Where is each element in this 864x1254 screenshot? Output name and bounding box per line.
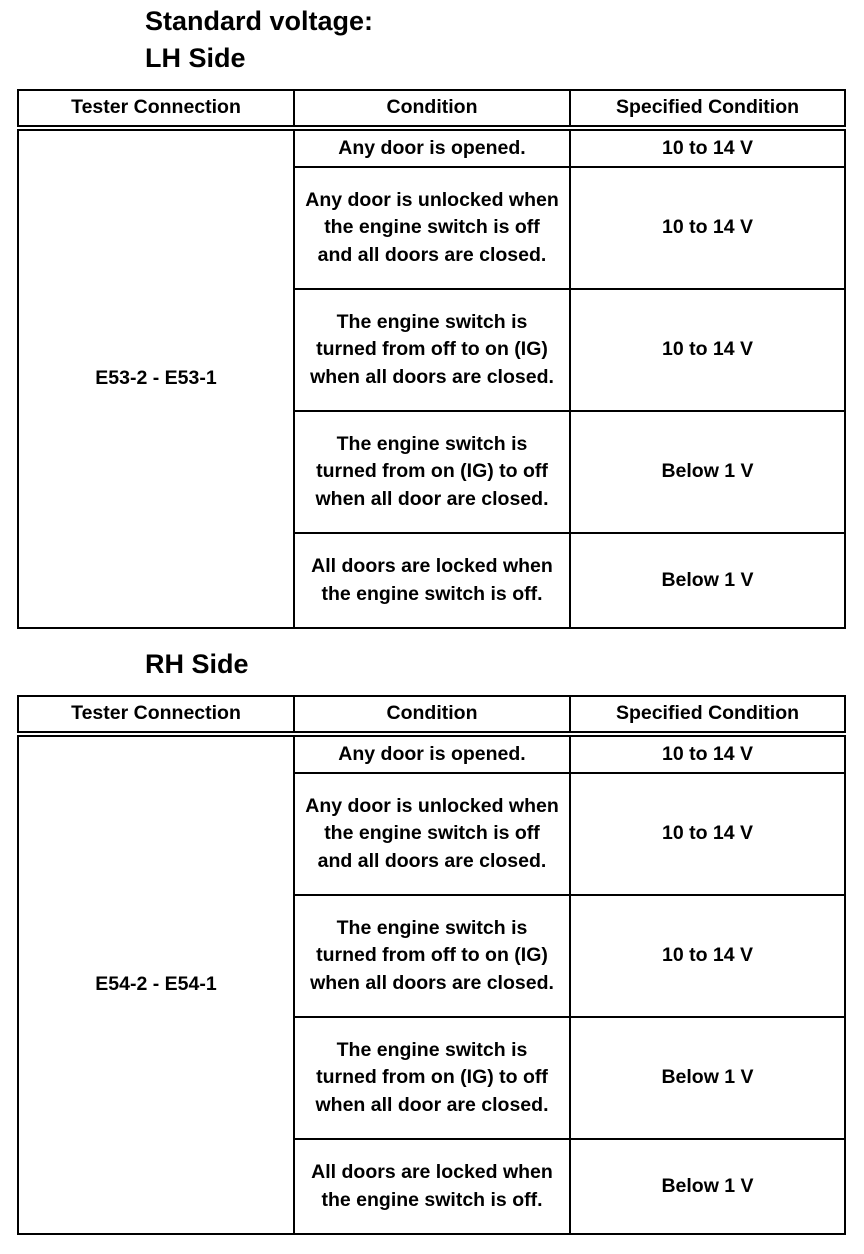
specified-cell: 10 to 14 V (570, 895, 845, 1017)
rh-voltage-table (17, 695, 846, 1235)
table-row (18, 734, 845, 773)
specified-cell: 10 to 14 V (570, 128, 845, 167)
condition-cell: The engine switch is turned from on (IG) to off when all door are closed. (294, 411, 570, 533)
header-specified-condition: Specified Condition (570, 696, 845, 734)
condition-cell: Any door is opened. (294, 734, 570, 773)
condition-cell: The engine switch is turned from on (IG) to off when all door are closed. (294, 1017, 570, 1139)
specified-cell: 10 to 14 V (570, 734, 845, 773)
condition-cell: Any door is unlocked when the engine switch is off and all doors are closed. (294, 167, 570, 289)
specified-cell: 10 to 14 V (570, 167, 845, 289)
condition-cell: The engine switch is turned from off to on (IG) when all doors are closed. (294, 895, 570, 1017)
header-condition: Condition (294, 696, 570, 734)
specified-cell: Below 1 V (570, 411, 845, 533)
header-tester-connection: Tester Connection (18, 696, 294, 734)
specified-cell: 10 to 14 V (570, 773, 845, 895)
specified-cell: Below 1 V (570, 1139, 845, 1234)
header-specified-condition: Specified Condition (570, 90, 845, 128)
header-tester-connection: Tester Connection (18, 90, 294, 128)
header-condition: Condition (294, 90, 570, 128)
specified-cell: Below 1 V (570, 533, 845, 628)
condition-cell: The engine switch is turned from off to on (IG) when all doors are closed. (294, 289, 570, 411)
condition-cell: Any door is opened. (294, 128, 570, 167)
table-row (18, 128, 845, 167)
table-header-row (18, 696, 845, 734)
lh-voltage-table (17, 89, 846, 629)
condition-cell: All doors are locked when the engine switch is off. (294, 1139, 570, 1234)
tester-connection-cell: E53-2 - E53-1 (18, 128, 294, 628)
rh-side-heading: RH Side (145, 649, 249, 679)
specified-cell: 10 to 14 V (570, 289, 845, 411)
specified-cell: Below 1 V (570, 1017, 845, 1139)
tester-connection-cell: E54-2 - E54-1 (18, 734, 294, 1234)
condition-cell: All doors are locked when the engine switch is off. (294, 533, 570, 628)
lh-side-heading: LH Side (145, 43, 246, 73)
page-title: Standard voltage: (145, 6, 374, 36)
table-header-row (18, 90, 845, 128)
condition-cell: Any door is unlocked when the engine switch is off and all doors are closed. (294, 773, 570, 895)
